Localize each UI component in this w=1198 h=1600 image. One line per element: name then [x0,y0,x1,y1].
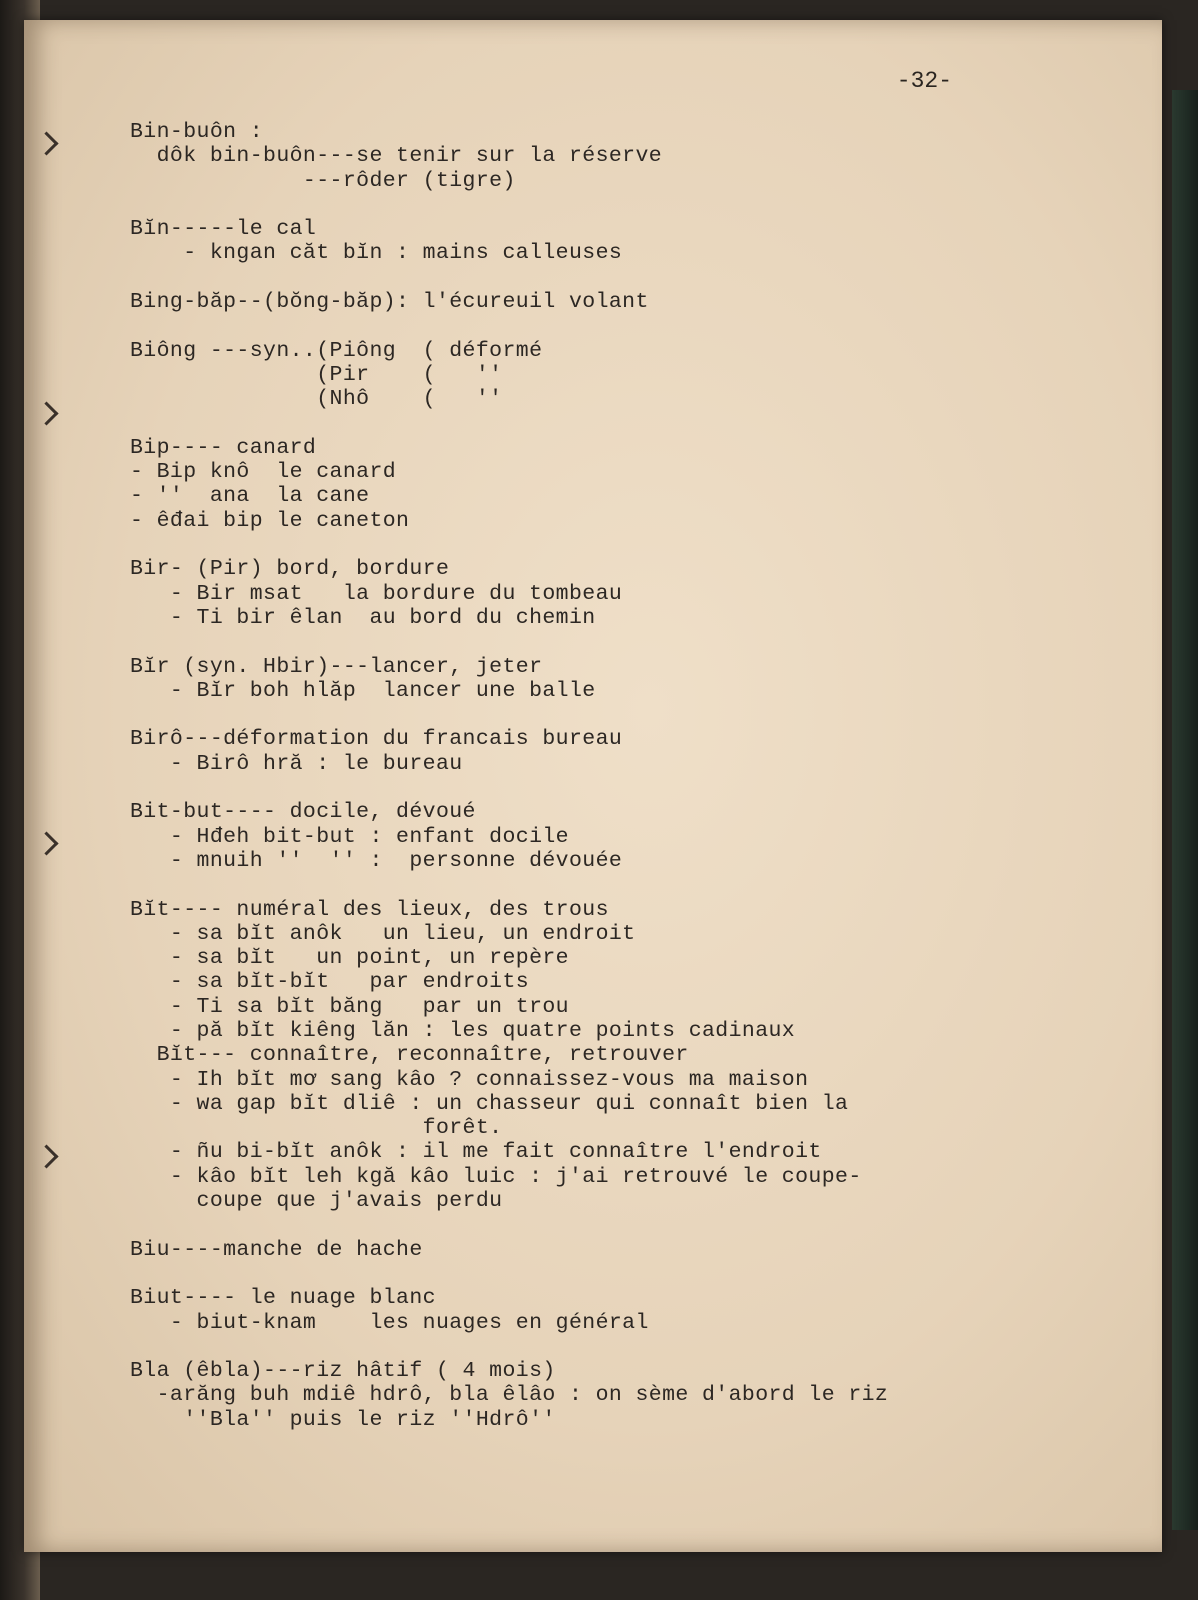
page-number: -32- [896,68,952,94]
text-line: - pă bĭt kiêng lăn : les quatre points cadinaux [130,1018,796,1043]
text-line: dôk bin-buôn---se tenir sur la réserve [130,144,663,169]
text-line: coupe que j'avais perdu [130,1189,503,1214]
text-line: - mnuih '' '' : personne dévouée [130,848,623,873]
text-line: forêt. [130,1116,503,1141]
blank-line [130,314,1130,338]
text-line: (Pir ( '' [130,362,503,387]
text-line: Bing-băp--(bŏng-băp): l'écureuil volant [130,290,649,315]
blank-line [130,873,1130,897]
text-line: - Hđeh bit-but : enfant docile [130,824,569,849]
text-line: Bin-buôn : [130,120,264,144]
book-edge [1172,90,1198,1530]
text-line: Birô---déformation du francais bureau [130,727,623,752]
binding-ring-icon [34,131,58,155]
text-line: Biu----manche de hache [130,1237,423,1262]
text-line: - Ih bĭt mơ sang kâo ? connaissez-vous ma maison [130,1067,809,1092]
text-line: - sa bĭt-bĭt par endroits [130,970,530,995]
text-line: - Bĭr boh hlăp lancer une balle [130,678,596,703]
text-line: - êđai bip le caneton [130,508,410,533]
text-line: -arăng buh mdiê hdrô, bla êlâo : on sème d'abord le riz [130,1383,889,1408]
text-line: Biut---- le nuage blanc [130,1286,436,1311]
text-line: ---rôder (tigre) [130,168,516,193]
blank-line [130,412,1130,436]
text-line: Bĭr (syn. Hbir)---lancer, jeter [130,654,543,679]
text-line: - ñu bi-bĭt anôk : il me fait connaître l'endroit [130,1140,822,1165]
blank-line [130,776,1130,800]
text-line: Bit-but---- docile, dévoué [130,800,476,825]
dictionary-entries [130,120,1130,1432]
text-line: - sa bĭt anôk un lieu, un endroit [130,921,636,946]
blank-line [130,1262,1130,1286]
text-line: Bĭt--- connaître, reconnaître, retrouver [130,1043,689,1068]
binding-ring-icon [34,831,58,855]
text-line: - Ti bir êlan au bord du chemin [130,605,596,630]
blank-line [130,703,1130,727]
typewritten-page [24,20,1162,1552]
text-line: - kngan căt bĭn : mains calleuses [130,241,623,266]
blank-line [130,266,1130,290]
text-line: - Ti sa bĭt băng par un trou [130,994,569,1019]
blank-line [130,1213,1130,1237]
text-line: - Bir msat la bordure du tombeau [130,581,623,606]
binding-ring-icon [34,1144,58,1168]
text-line: (Nhô ( '' [130,387,503,412]
text-line: - sa bĭt un point, un repère [130,946,569,971]
text-line: - wa gap bĭt dliê : un chasseur qui connaît bien la [130,1091,849,1116]
text-line: - biut-knam les nuages en général [130,1310,649,1335]
text-line: - '' ana la cane [130,484,370,509]
text-line: Bĭt---- numéral des lieux, des trous [130,897,609,922]
blank-line [130,630,1130,654]
text-line: - kâo bĭt leh kgă kâo luic : j'ai retrouvé le coupe- [130,1164,862,1189]
blank-line [130,193,1130,217]
text-line: - Bip knô le canard [130,460,397,485]
text-line: Bĭn-----le cal [130,217,317,242]
binding-ring-icon [34,401,58,425]
text-line: Bir- (Pir) bord, bordure [130,557,450,582]
blank-line [130,533,1130,557]
text-line: - Birô hră : le bureau [130,751,463,776]
text-line: Bip---- canard [130,435,317,460]
blank-line [130,1335,1130,1359]
text-line: Bla (êbla)---riz hâtif ( 4 mois) [130,1359,556,1384]
text-line: Biông ---syn..(Piông ( déformé [130,338,543,363]
text-line: ''Bla'' puis le riz ''Hdrô'' [130,1407,556,1432]
